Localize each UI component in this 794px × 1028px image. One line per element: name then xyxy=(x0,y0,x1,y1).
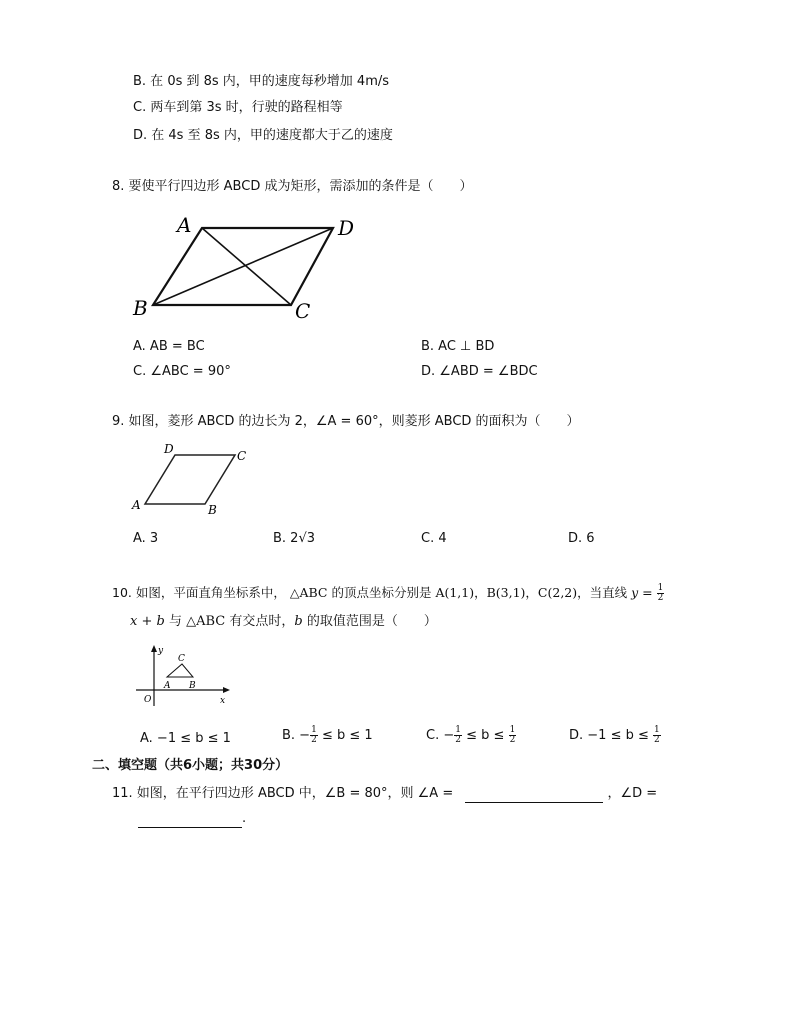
q10-label-a: A xyxy=(164,681,171,691)
q10-option-d-fraction xyxy=(653,726,661,745)
q8-option-c: C. ∠ABC = 90° xyxy=(133,364,231,379)
q10-triangle: △ABC xyxy=(289,585,328,600)
q10-option-c xyxy=(426,726,516,745)
q10-label-o: O xyxy=(144,695,152,705)
q10-slope-fraction xyxy=(657,584,665,603)
q10-line-eq-b: x + b xyxy=(130,614,165,629)
q10-option-b-den: 2 xyxy=(311,735,317,745)
q10-stem-text-2: 的顶点坐标分别是 xyxy=(331,585,432,600)
q10-stem-line2 xyxy=(130,613,437,631)
q9-stem: 9. 如图，菱形 ABCD 的边长为 2，∠A = 60°，则菱形 ABCD 的面积为（ ） xyxy=(112,414,580,429)
q10-coordinate-figure xyxy=(134,642,234,708)
q8-stem: 8. 要使平行四边形 ABCD 成为矩形，需添加的条件是（ ） xyxy=(112,179,473,194)
q9-label-a: A xyxy=(132,498,141,512)
q8-label-c: C xyxy=(295,299,311,323)
q8-label-a: A xyxy=(177,213,192,237)
q8-option-d: D. ∠ABD = ∠BDC xyxy=(421,364,538,379)
q10-label-x: x xyxy=(220,696,226,706)
q10-triangle-2: △ABC xyxy=(186,614,226,629)
q10-option-c-num-1: 1 xyxy=(455,725,461,735)
q10-option-c-prefix: C. − xyxy=(426,728,455,743)
q10-option-c-num-2: 1 xyxy=(509,725,516,735)
q10-option-c-mid: ≤ b ≤ xyxy=(466,728,505,743)
q10-points: A(1,1)，B(3,1)，C(2,2) xyxy=(435,585,578,600)
q7-option-b: B. 在 0s 到 8s 内，甲的速度每秒增加 4m/s xyxy=(133,74,390,89)
q10-option-d xyxy=(569,726,661,745)
q10-option-b-num: 1 xyxy=(311,725,317,735)
q10-option-c-den-2: 2 xyxy=(509,735,516,745)
q10-option-b xyxy=(282,726,373,745)
q10-option-a: A. −1 ≤ b ≤ 1 xyxy=(140,731,231,746)
q10-option-b-fraction xyxy=(310,726,318,745)
q10-var-b: b xyxy=(294,614,303,629)
section-2-heading: 二、填空题（共6小题；共30分） xyxy=(92,758,289,773)
q10-frac-num: 1 xyxy=(657,583,664,593)
q11-stem xyxy=(112,785,657,803)
q11-period: . xyxy=(242,811,247,826)
q8-option-a: A. AB = BC xyxy=(133,339,205,354)
q10-stem-text-5: 有交点时， xyxy=(229,614,295,629)
q8-option-b: B. AC ⊥ BD xyxy=(421,339,495,354)
q11-blank-angle-a[interactable] xyxy=(465,788,603,803)
q10-option-d-den: 2 xyxy=(654,735,660,745)
q10-label-b: B xyxy=(189,681,196,691)
q10-stem-text-3: ，当直线 xyxy=(577,585,628,600)
q10-label-y: y xyxy=(158,646,164,656)
q9-option-b: B. 2√3 xyxy=(273,531,316,546)
q9-option-c: C. 4 xyxy=(421,531,447,546)
q10-option-c-fraction-1 xyxy=(454,726,462,745)
q7-option-d: D. 在 4s 至 8s 内，甲的速度都大于乙的速度 xyxy=(133,128,393,143)
q8-label-b: B xyxy=(133,296,148,320)
q10-label-c: C xyxy=(178,654,185,664)
q10-stem-text-4: 与 xyxy=(168,614,182,629)
q9-option-d: D. 6 xyxy=(568,531,595,546)
q10-option-b-suffix: ≤ b ≤ 1 xyxy=(321,728,373,743)
q9-label-d: D xyxy=(164,442,174,456)
q9-option-a: A. 3 xyxy=(133,531,159,546)
q10-stem-text-6: 的取值范围是（ ） xyxy=(306,614,437,629)
q10-option-c-den-1: 2 xyxy=(455,735,461,745)
q9-label-b: B xyxy=(208,503,217,517)
q8-label-d: D xyxy=(338,216,355,240)
q10-option-c-fraction-2 xyxy=(509,726,517,745)
q8-parallelogram-figure xyxy=(125,210,375,325)
q10-frac-den: 2 xyxy=(657,593,664,603)
q10-option-d-prefix: D. −1 ≤ b ≤ xyxy=(569,728,649,743)
q11-stem-text-1: 11. 如图，在平行四边形 ABCD 中，∠B = 80°，则 ∠A = xyxy=(112,786,454,801)
q11-blank-angle-d[interactable] xyxy=(138,813,242,828)
q9-label-c: C xyxy=(237,449,247,463)
q10-stem-line1 xyxy=(112,584,664,603)
q7-option-c: C. 两车到第 3s 时，行驶的路程相等 xyxy=(133,100,343,115)
q10-option-b-prefix: B. − xyxy=(282,728,311,743)
q10-option-d-num: 1 xyxy=(654,725,660,735)
q10-stem-text-1: 10. 如图，平面直角坐标系中， xyxy=(112,585,286,600)
q10-line-eq: y = xyxy=(631,585,653,600)
q9-rhombus-figure xyxy=(128,440,258,518)
q11-line2 xyxy=(138,810,246,828)
q11-stem-text-2: ，∠D = xyxy=(607,786,658,801)
